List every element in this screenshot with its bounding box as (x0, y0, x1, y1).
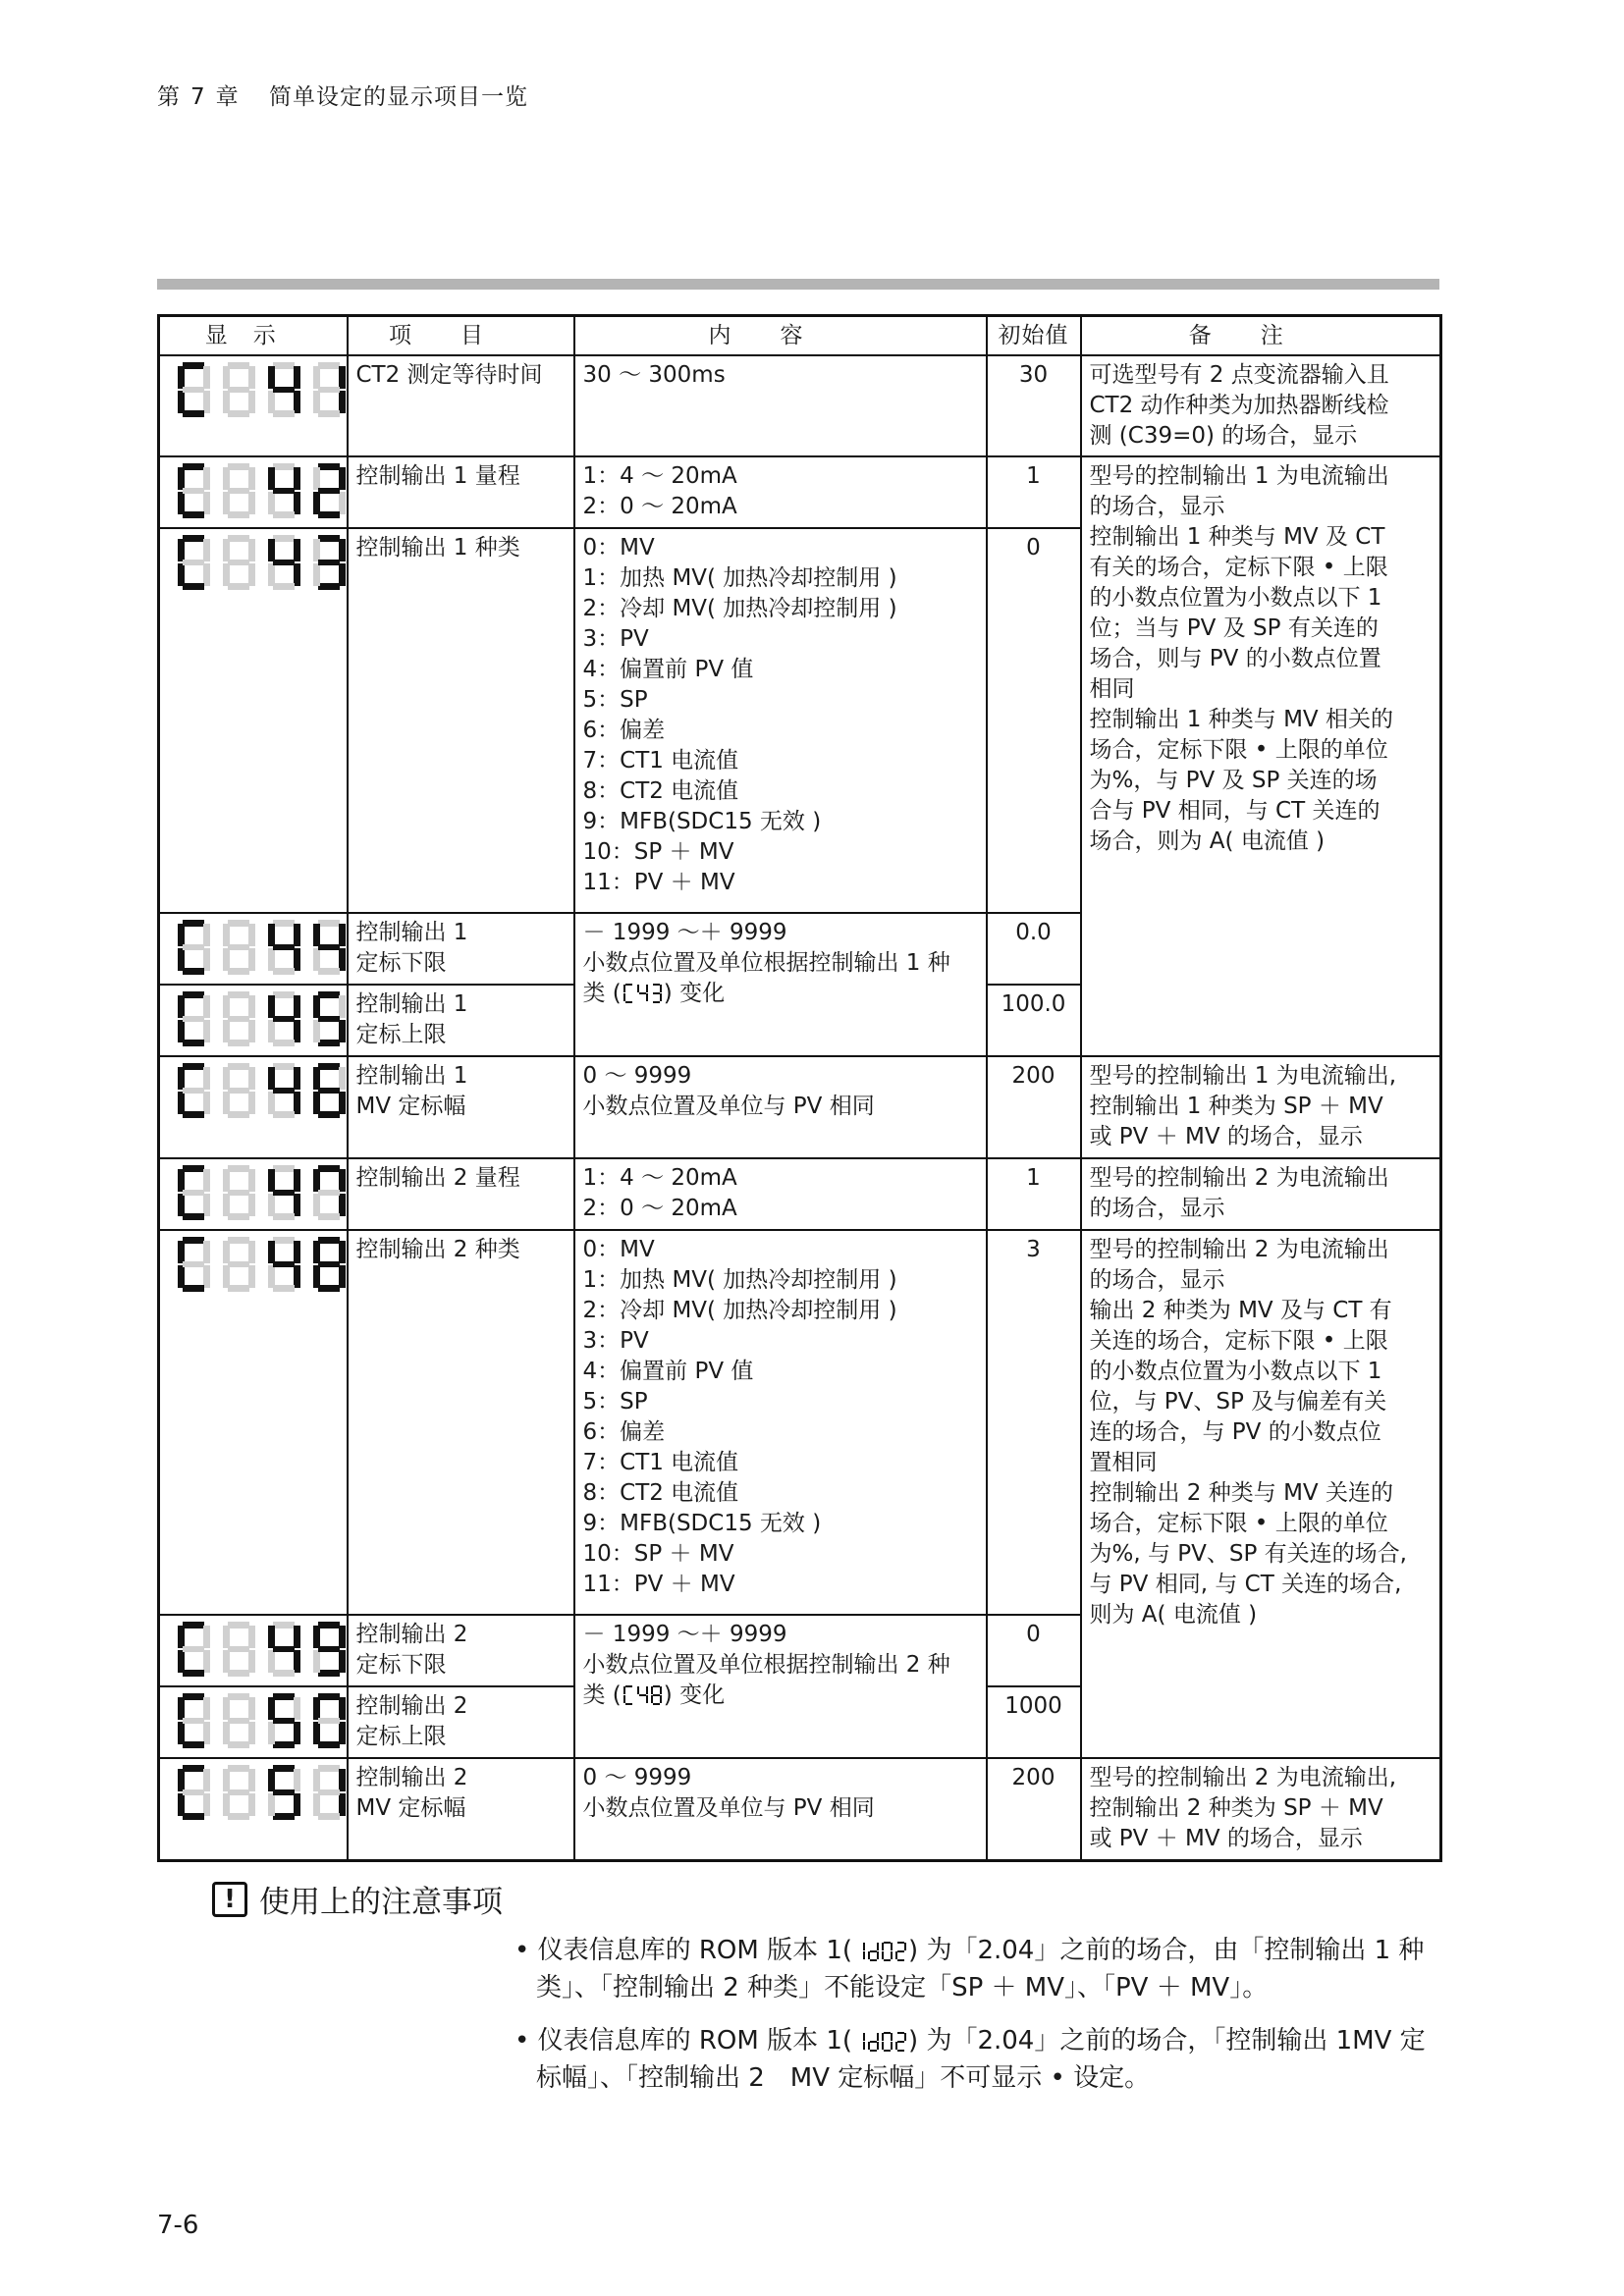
text-line: MV 定标幅 (355, 1795, 466, 1821)
content-cell (574, 1056, 987, 1158)
content-cell (574, 913, 987, 1056)
seg-display (178, 1765, 345, 1820)
text-line: 2：0 ～ 20mA (582, 494, 737, 519)
text-line: 为%, 与 PV、SP 有关连的场合, (1089, 1541, 1407, 1567)
text-line: 置相同 (1089, 1450, 1158, 1475)
text-line: 的场合，显示 (1089, 1196, 1225, 1221)
exclamation-box-icon: ! (212, 1882, 247, 1917)
col-header-item: 项目 (348, 316, 574, 356)
text-line: 型号的控制输出 1 为电流输出, (1089, 1063, 1397, 1089)
text-line: 5：SP (582, 1389, 648, 1415)
notes-title: 使用上的注意事项 (259, 1885, 503, 1920)
display-code-cell (159, 1158, 348, 1230)
text-line: 连的场合，与 PV 的小数点位 (1089, 1419, 1381, 1445)
seg-display (178, 1063, 345, 1118)
seg-digit (313, 362, 345, 417)
text-line: 1：4 ～ 20mA (582, 463, 737, 489)
text-line: 型号的控制输出 2 为电流输出 (1089, 1237, 1389, 1262)
text-line: 场合，定标下限 • 上限的单位 (1089, 1511, 1388, 1536)
seg-display (178, 463, 345, 518)
remark-cell-group-2 (1081, 1230, 1441, 1758)
table-row (159, 1758, 1441, 1860)
seg-digit (895, 1942, 906, 1961)
text-line: 11：PV ＋ MV (582, 870, 735, 895)
text-line: 2：冷却 MV( 加热冷却控制用 ) (582, 1298, 897, 1323)
text-line: 3：PV (582, 626, 649, 652)
seg-digit (268, 535, 299, 590)
col-header-content: 内容 (574, 316, 987, 356)
remark-cell (1081, 1158, 1441, 1230)
text-line: 为%，与 PV 及 SP 关连的场 (1089, 768, 1378, 793)
display-code-cell (159, 1615, 348, 1686)
seg-digit (313, 920, 345, 975)
note-text-pre: • 仪表信息库的 ROM 版本 1( (514, 1936, 853, 1965)
seg-digit (178, 1063, 209, 1118)
text-line: 输出 2 种类为 MV 及与 CT 有 (1089, 1298, 1392, 1323)
text-line: 位；当与 PV 及 SP 有关连的 (1089, 615, 1379, 641)
text-line: 0：MV (582, 1237, 655, 1262)
content-tail (583, 1681, 978, 1711)
initial-value-cell: 1 (987, 1158, 1081, 1230)
page-number: 7-6 (157, 2211, 199, 2240)
item-cell (348, 985, 574, 1056)
text-line: 0：MV (582, 535, 655, 561)
remark-cell (1081, 1758, 1441, 1860)
seg-digit (223, 463, 254, 518)
text-line: 10：SP ＋ MV (582, 1541, 734, 1567)
seg-digit (268, 1165, 299, 1220)
text-line: 的小数点位置为小数点以下 1 (1089, 1359, 1382, 1384)
text-line: 6：偏差 (582, 718, 666, 743)
text-line: 1：加热 MV( 加热冷却控制用 ) (582, 565, 897, 591)
initial-value-cell: 1 (987, 456, 1081, 528)
inline-seg-code (623, 984, 662, 1003)
chapter-title: 简单设定的显示项目一览 (268, 84, 528, 110)
remark-cell (1081, 1056, 1441, 1158)
seg-digit (868, 2032, 879, 2052)
text-line: 型号的控制输出 2 为电流输出, (1089, 1765, 1397, 1790)
text-line: 9：MFB(SDC15 无效 ) (582, 809, 822, 834)
text-line: 与 PV 相同, 与 CT 关连的场合, (1089, 1572, 1402, 1597)
inline-seg-code (854, 1942, 906, 1961)
display-code-cell (159, 1758, 348, 1860)
seg-display (178, 920, 345, 975)
text-line: 10：SP ＋ MV (582, 839, 734, 865)
seg-digit (313, 463, 345, 518)
text-line: 则为 A( 电流值 ) (1089, 1602, 1258, 1628)
table-row (159, 456, 1441, 528)
initial-value-cell: 30 (987, 355, 1081, 456)
table-header-row (159, 316, 1441, 356)
table-row (159, 1158, 1441, 1230)
content-tail-post: ) 变化 (663, 1682, 726, 1708)
seg-display (178, 535, 345, 590)
text-line: 控制输出 2 (355, 1765, 468, 1790)
item-cell (348, 1056, 574, 1158)
content-tail-pre: 类 ( (582, 981, 622, 1006)
seg-digit (178, 991, 209, 1046)
text-line: 控制输出 1 种类与 MV 相关的 (1089, 707, 1393, 732)
seg-digit (268, 1063, 299, 1118)
section-rule (157, 279, 1439, 290)
seg-digit (223, 991, 254, 1046)
text-line: 控制输出 1 量程 (355, 463, 520, 489)
seg-digit (178, 1693, 209, 1748)
seg-digit (178, 1165, 209, 1220)
text-line: 控制输出 2 种类为 SP ＋ MV (1089, 1795, 1383, 1821)
remark-cell-group-1 (1081, 456, 1441, 1056)
text-line: 相同 (1089, 676, 1135, 702)
remark-cell (1081, 355, 1441, 456)
text-line: 控制输出 1 (355, 1063, 468, 1089)
seg-digit (854, 2032, 865, 2052)
text-line: 2：冷却 MV( 加热冷却控制用 ) (582, 596, 897, 621)
seg-digit (882, 2032, 893, 2052)
content-cell (574, 355, 987, 456)
display-code-cell (159, 355, 348, 456)
text-line: 控制输出 2 (355, 1622, 468, 1647)
text-line: 控制输出 2 量程 (355, 1165, 520, 1191)
seg-digit (313, 535, 345, 590)
chapter-header (157, 79, 528, 111)
content-cell (574, 1230, 987, 1615)
inline-seg-code (623, 1685, 662, 1705)
text-line: 控制输出 1 种类为 SP ＋ MV (1089, 1094, 1383, 1119)
seg-digit (868, 1942, 879, 1961)
text-line: 9：MFB(SDC15 无效 ) (582, 1511, 822, 1536)
settings-table (157, 314, 1442, 1862)
item-cell (348, 1230, 574, 1615)
text-line: 6：偏差 (582, 1419, 666, 1445)
text-line: 控制输出 2 种类与 MV 关连的 (1089, 1480, 1393, 1506)
text-line: 4：偏置前 PV 值 (582, 657, 754, 682)
display-code-cell (159, 985, 348, 1056)
seg-digit (178, 463, 209, 518)
item-cell (348, 456, 574, 528)
display-code-cell (159, 913, 348, 985)
seg-display (178, 1237, 345, 1292)
seg-digit (178, 1622, 209, 1677)
text-line: 4：偏置前 PV 值 (582, 1359, 754, 1384)
text-line: 8：CT2 电流值 (582, 1480, 739, 1506)
seg-digit (223, 1765, 254, 1820)
text-line: 型号的控制输出 1 为电流输出 (1089, 463, 1389, 489)
seg-display (178, 1622, 345, 1677)
item-cell (348, 1615, 574, 1686)
text-line: 关连的场合，定标下限 • 上限 (1089, 1328, 1388, 1354)
text-line: 控制输出 1 种类 (355, 535, 520, 561)
text-line: － 1999 ～＋ 9999 (582, 1622, 787, 1647)
seg-digit (223, 1063, 254, 1118)
seg-digit (313, 1237, 345, 1292)
seg-digit (637, 1685, 648, 1705)
chapter-suffix: 章 (215, 84, 240, 110)
text-line: 控制输出 1 (355, 920, 468, 945)
notes-heading (212, 1877, 503, 1921)
text-line: 定标上限 (355, 1022, 447, 1047)
seg-digit (268, 1622, 299, 1677)
text-line: 可选型号有 2 点变流器输入且 (1089, 362, 1389, 388)
note-text-post: ) 为「2.04」之前的场合，「控制输出 1MV 定标幅」、「控制输出 2 MV 定标幅」不可显示 • 设定。 (536, 2026, 1426, 2093)
item-cell (348, 1686, 574, 1758)
seg-digit (313, 1063, 345, 1118)
text-line: 7：CT1 电流值 (582, 1450, 739, 1475)
text-line: 或 PV ＋ MV 的场合，显示 (1089, 1826, 1363, 1851)
notes-list (514, 1932, 1447, 2112)
seg-digit (268, 920, 299, 975)
seg-digit (268, 991, 299, 1046)
text-line: 控制输出 1 (355, 991, 468, 1017)
display-code-cell (159, 1230, 348, 1615)
seg-digit (313, 1622, 345, 1677)
text-line: 测 (C39=0) 的场合，显示 (1089, 423, 1358, 449)
display-code-cell (159, 1056, 348, 1158)
seg-digit (223, 1165, 254, 1220)
content-cell (574, 1158, 987, 1230)
content-cell (574, 528, 987, 913)
text-line: 位，与 PV、SP 及与偏差有关 (1089, 1389, 1387, 1415)
chapter-number: 7 (190, 84, 206, 110)
text-line: 3：PV (582, 1328, 649, 1354)
seg-digit (882, 1942, 893, 1961)
content-cell (574, 456, 987, 528)
item-cell (348, 1158, 574, 1230)
text-line: 1：4 ～ 20mA (582, 1165, 737, 1191)
text-line: 控制输出 1 种类与 MV 及 CT (1089, 524, 1385, 550)
seg-digit (223, 1622, 254, 1677)
seg-digit (223, 362, 254, 417)
text-line: CT2 测定等待时间 (355, 362, 543, 388)
col-header-remark: 备注 (1081, 316, 1441, 356)
display-code-cell (159, 1686, 348, 1758)
seg-digit (623, 984, 634, 1003)
seg-display (178, 1165, 345, 1220)
text-line: 场合，则为 A( 电流值 ) (1089, 828, 1326, 854)
seg-digit (268, 362, 299, 417)
note-text-post: ) 为「2.04」之前的场合，由「控制输出 1 种类」、「控制输出 2 种类」不能设定「SP ＋ MV」、「PV ＋ MV」。 (536, 1936, 1425, 2002)
text-line: 5：SP (582, 687, 648, 713)
table-row (159, 1230, 1441, 1615)
text-line: 定标上限 (355, 1724, 447, 1749)
note-item (514, 2022, 1447, 2097)
content-tail-post: ) 变化 (663, 981, 726, 1006)
initial-value-cell: 100.0 (987, 985, 1081, 1056)
text-line: 合与 PV 相同，与 CT 关连的 (1089, 798, 1380, 824)
initial-value-cell: 0 (987, 528, 1081, 913)
text-line: 的场合，显示 (1089, 494, 1225, 519)
item-cell (348, 1758, 574, 1860)
initial-value-cell: 0.0 (987, 913, 1081, 985)
item-cell (348, 355, 574, 456)
text-line: 小数点位置及单位根据控制输出 1 种 (582, 950, 950, 976)
text-line: 控制输出 2 (355, 1693, 468, 1719)
text-line: CT2 动作种类为加热器断线检 (1089, 393, 1389, 418)
seg-digit (651, 1685, 662, 1705)
display-code-cell (159, 456, 348, 528)
seg-digit (223, 1237, 254, 1292)
seg-display (178, 991, 345, 1046)
seg-digit (313, 991, 345, 1046)
seg-digit (895, 2032, 906, 2052)
initial-value-cell: 200 (987, 1056, 1081, 1158)
seg-display (178, 362, 345, 417)
note-item (514, 1932, 1447, 2006)
seg-digit (268, 1765, 299, 1820)
content-tail-pre: 类 ( (582, 1682, 622, 1708)
text-line: 8：CT2 电流值 (582, 778, 739, 804)
text-line: － 1999 ～＋ 9999 (582, 920, 787, 945)
col-header-initial: 初始值 (987, 316, 1081, 356)
seg-digit (178, 362, 209, 417)
text-line: 0 ～ 9999 (582, 1765, 692, 1790)
text-line: 或 PV ＋ MV 的场合，显示 (1089, 1124, 1363, 1149)
text-line: 小数点位置及单位根据控制输出 2 种 (582, 1652, 950, 1678)
text-line: 1：加热 MV( 加热冷却控制用 ) (582, 1267, 897, 1293)
seg-digit (178, 920, 209, 975)
text-line: 定标下限 (355, 950, 447, 976)
text-line: 2：0 ～ 20mA (582, 1196, 737, 1221)
seg-digit (178, 1765, 209, 1820)
seg-digit (268, 1693, 299, 1748)
seg-digit (178, 535, 209, 590)
text-line: 30 ～ 300ms (582, 362, 726, 388)
content-tail (583, 979, 978, 1009)
text-line: 场合，定标下限 • 上限的单位 (1089, 737, 1388, 763)
initial-value-cell: 3 (987, 1230, 1081, 1615)
text-line: 控制输出 2 种类 (355, 1237, 520, 1262)
text-line: 的小数点位置为小数点以下 1 (1089, 585, 1382, 611)
initial-value-cell: 1000 (987, 1686, 1081, 1758)
text-line: 型号的控制输出 2 为电流输出 (1089, 1165, 1389, 1191)
content-cell (574, 1615, 987, 1758)
note-text-pre: • 仪表信息库的 ROM 版本 1( (514, 2026, 853, 2056)
content-cell (574, 1758, 987, 1860)
text-line: 的场合，显示 (1089, 1267, 1225, 1293)
item-cell (348, 913, 574, 985)
seg-digit (268, 463, 299, 518)
seg-digit (223, 535, 254, 590)
initial-value-cell: 0 (987, 1615, 1081, 1686)
table-row (159, 1056, 1441, 1158)
text-line: 有关的场合，定标下限 • 上限 (1089, 555, 1388, 580)
seg-digit (223, 920, 254, 975)
seg-digit (313, 1165, 345, 1220)
seg-digit (268, 1237, 299, 1292)
table-row (159, 355, 1441, 456)
seg-digit (623, 1685, 634, 1705)
display-code-cell (159, 528, 348, 913)
text-line: 场合，则与 PV 的小数点位置 (1089, 646, 1381, 671)
seg-digit (313, 1765, 345, 1820)
seg-display (178, 1693, 345, 1748)
seg-digit (651, 984, 662, 1003)
text-line: MV 定标幅 (355, 1094, 466, 1119)
seg-digit (854, 1942, 865, 1961)
seg-digit (313, 1693, 345, 1748)
seg-digit (223, 1693, 254, 1748)
text-line: 定标下限 (355, 1652, 447, 1678)
seg-digit (178, 1237, 209, 1292)
inline-seg-code (854, 2032, 906, 2052)
initial-value-cell: 200 (987, 1758, 1081, 1860)
text-line: 7：CT1 电流值 (582, 748, 739, 774)
item-cell (348, 528, 574, 913)
seg-digit (637, 984, 648, 1003)
text-line: 0 ～ 9999 (582, 1063, 692, 1089)
text-line: 小数点位置及单位与 PV 相同 (582, 1795, 875, 1821)
text-line: 小数点位置及单位与 PV 相同 (582, 1094, 875, 1119)
chapter-prefix: 第 (157, 84, 181, 110)
col-header-display: 显示 (159, 316, 348, 356)
text-line: 11：PV ＋ MV (582, 1572, 735, 1597)
